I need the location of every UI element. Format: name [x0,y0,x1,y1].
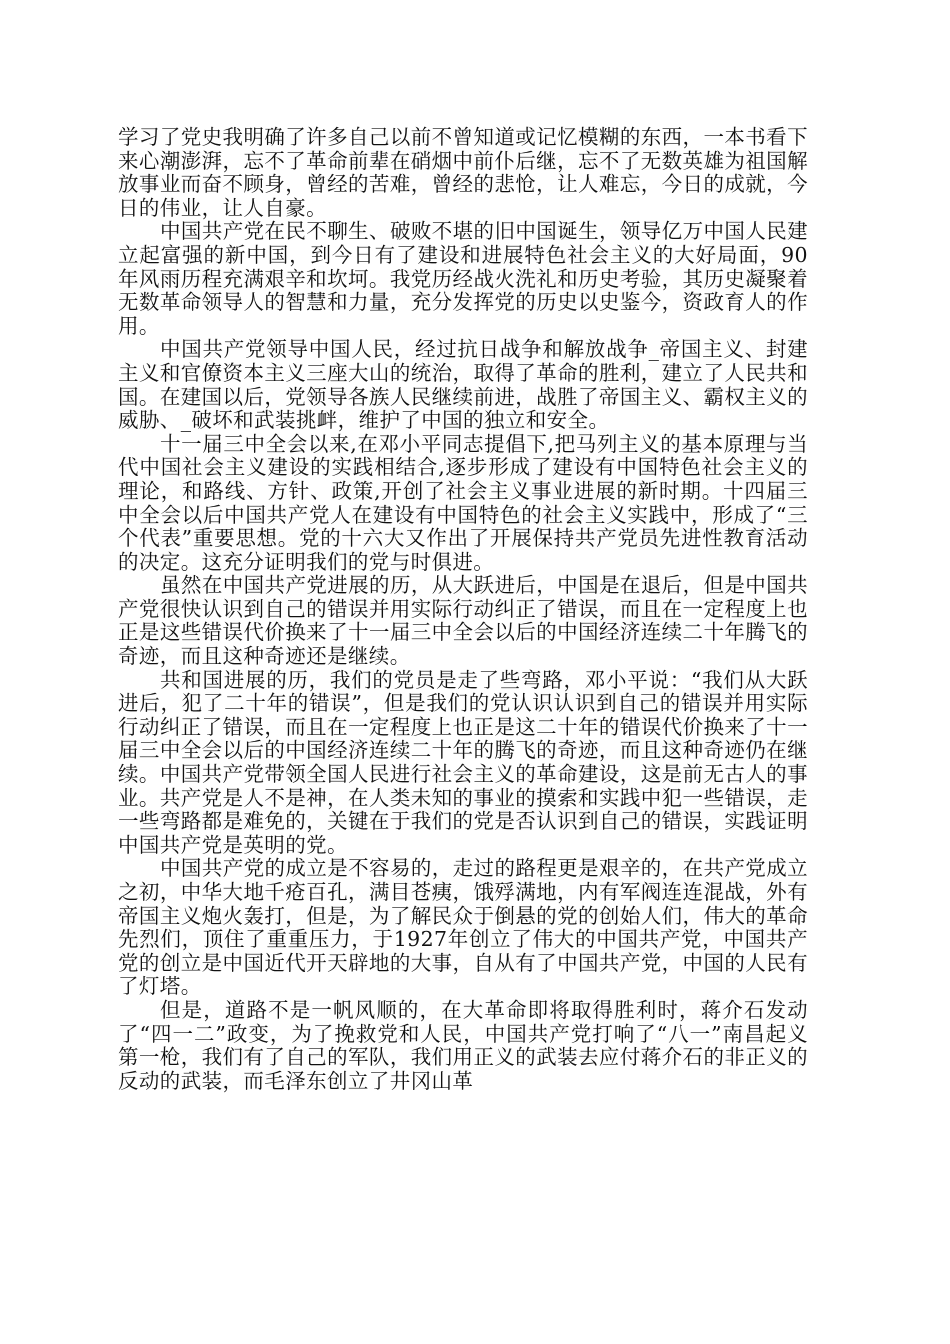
paragraph-1: 学习了党史我明确了许多自己以前不曾知道或记忆模糊的东西，一本书看下来心潮澎湃，忘不了革命前辈在硝烟中前仆后继，忘不了无数英雄为祖国解放事业而奋不顾身，曾经的苦难，曾经的悲怆，让人难忘，今日的成就，今日的伟业，让人自豪。 [118,125,808,220]
paragraph-7: 中国共产党的成立是不容易的，走过的路程更是艰辛的，在共产党成立之初，中华大地千疮百孔，满目苍痍，饿殍满地，内有军阀连连混战，外有帝国主义炮火轰打，但是，为了解民众于倒悬的党的创始人们，伟大的革命先烈们，顶住了重重压力，于1927年创立了伟大的中国共产党，中国共产党的创立是中国近代开天辟地的大事，自从有了中国共产党，中国的人民有了灯塔。 [118,856,808,999]
paragraph-6: 共和国进展的历，我们的党员是走了些弯路，邓小平说：“我们从大跃进后，犯了二十年的错误”，但是我们的党认识认识到自己的错误并用实际行动纠正了错误，而且在一定程度上也正是这二十年的错误代价换来了十一届三中全会以后的中国经济连续二十年的腾飞的奇迹，而且这种奇迹仍在继续。中国共产党带领全国人民进行社会主义的革命建设，这是前无古人的事业。共产党是人不是神，在人类未知的事业的摸索和实践中犯一些错误，走一些弯路都是难免的，关键在于我们的党是否认识到自己的错误，实践证明中国共产党是英明的党。 [118,667,808,857]
paragraph-5: 虽然在中国共产党进展的历，从大跃进后，中国是在退后，但是中国共产党很快认识到自己的错误并用实际行动纠正了错误，而且在一定程度上也正是这些错误代价换来了十一届三中全会以后的中国经济连续二十年腾飞的奇迹，而且这种奇迹还是继续。 [118,573,808,669]
paragraph-2: 中国共产党在民不聊生、破败不堪的旧中国诞生，领导亿万中国人民建立起富强的新中国，到今日有了建设和进展特色社会主义的大好局面，90年风雨历程充满艰辛和坎坷。我党历经战火洗礼和历史考验，其历史凝聚着无数革命领导人的智慧和力量，充分发挥党的历史以史鉴今，资政育人的作用。 [118,219,808,338]
paragraph-8: 但是，道路不是一帆风顺的，在大革命即将取得胜利时，蒋介石发动了“四一二”政变，为了挽救党和人民，中国共产党打响了“八一”南昌起义第一枪，我们有了自己的军队，我们用正义的武装去应付蒋介石的非正义的反动的武装，而毛泽东创立了井冈山革 [118,997,808,1093]
paragraph-4: 十一届三中全会以来,在邓小平同志提倡下,把马列主义的基本原理与当代中国社会主义建设的实践相结合,逐步形成了建设有中国特色社会主义的理论，和路线、方针、政策,开创了社会主义事业进展的新时期。十四届三中全会以后中国共产党人在建设有中国特色的社会主义实践中，形成了“三个代表”重要思想。党的十六大又作出了开展保持共产党员先进性教育活动的决定。这充分证明我们的党与时俱进。 [118,431,808,574]
body-text [118,126,808,1093]
paragraph-3: 中国共产党领导中国人民，经过抗日战争和解放战争_帝国主义、封建主义和官僚资本主义三座大山的统治，取得了革命的胜利，建立了人民共和国。在建国以后，党领导各族人民继续前进，战胜了帝国主义、霸权主义的威胁、_破坏和武装挑衅，维护了中国的独立和安全。 [118,337,808,433]
